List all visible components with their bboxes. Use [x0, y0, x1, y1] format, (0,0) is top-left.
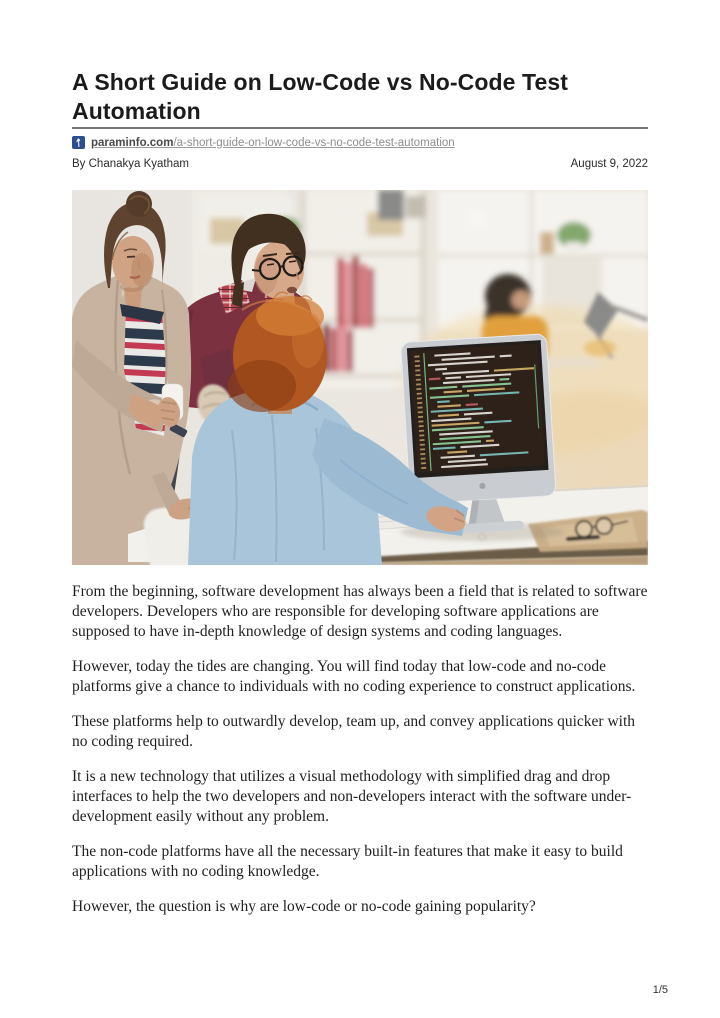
- article-paragraph: It is a new technology that utilizes a visual methodology with simplified drag and drop interfaces to help the two developers and non-developers interact with the software under-development easily without any problem.: [72, 768, 632, 825]
- article-paragraph: These platforms help to outwardly develop, team up, and convey applications quicker with no coding required.: [72, 713, 636, 750]
- source-row: [72, 136, 648, 149]
- byline-author: By Chanakya Kyatham: [72, 158, 189, 170]
- page-title: A Short Guide on Low-Code vs No-Code Test Automation: [72, 69, 569, 124]
- office-photo-illustration: [72, 190, 648, 565]
- article-paragraph: However, today the tides are changing. You will find today that low-code and no-code platforms give a chance to individuals with no coding experience to construct applications.: [72, 658, 636, 695]
- source-url-link[interactable]: [91, 137, 455, 149]
- article-paragraph: However, the question is why are low-code or no-code gaining popularity?: [72, 898, 536, 915]
- paraminfo-favicon-icon: [72, 136, 85, 149]
- article-paragraph: The non-code platforms have all the necessary built-in features that make it easy to build applications with no coding knowledge.: [72, 843, 623, 880]
- article-paragraph: From the beginning, software development has always been a field that is related to software developers. Developers who are responsible for developing software applications are supposed to have in-depth knowledge of design systems and coding languages.: [72, 583, 648, 640]
- page-number: 1/5: [652, 984, 668, 996]
- title-divider: [72, 127, 648, 129]
- source-path: /a-short-guide-on-low-code-vs-no-code-test-automation: [173, 136, 455, 149]
- byline-row: [72, 158, 648, 170]
- hair-bun: [126, 191, 152, 217]
- article-body: [72, 582, 648, 917]
- source-domain: paraminfo.com: [91, 136, 174, 149]
- article-hero-photo: [72, 190, 648, 565]
- publish-date: August 9, 2022: [570, 158, 648, 170]
